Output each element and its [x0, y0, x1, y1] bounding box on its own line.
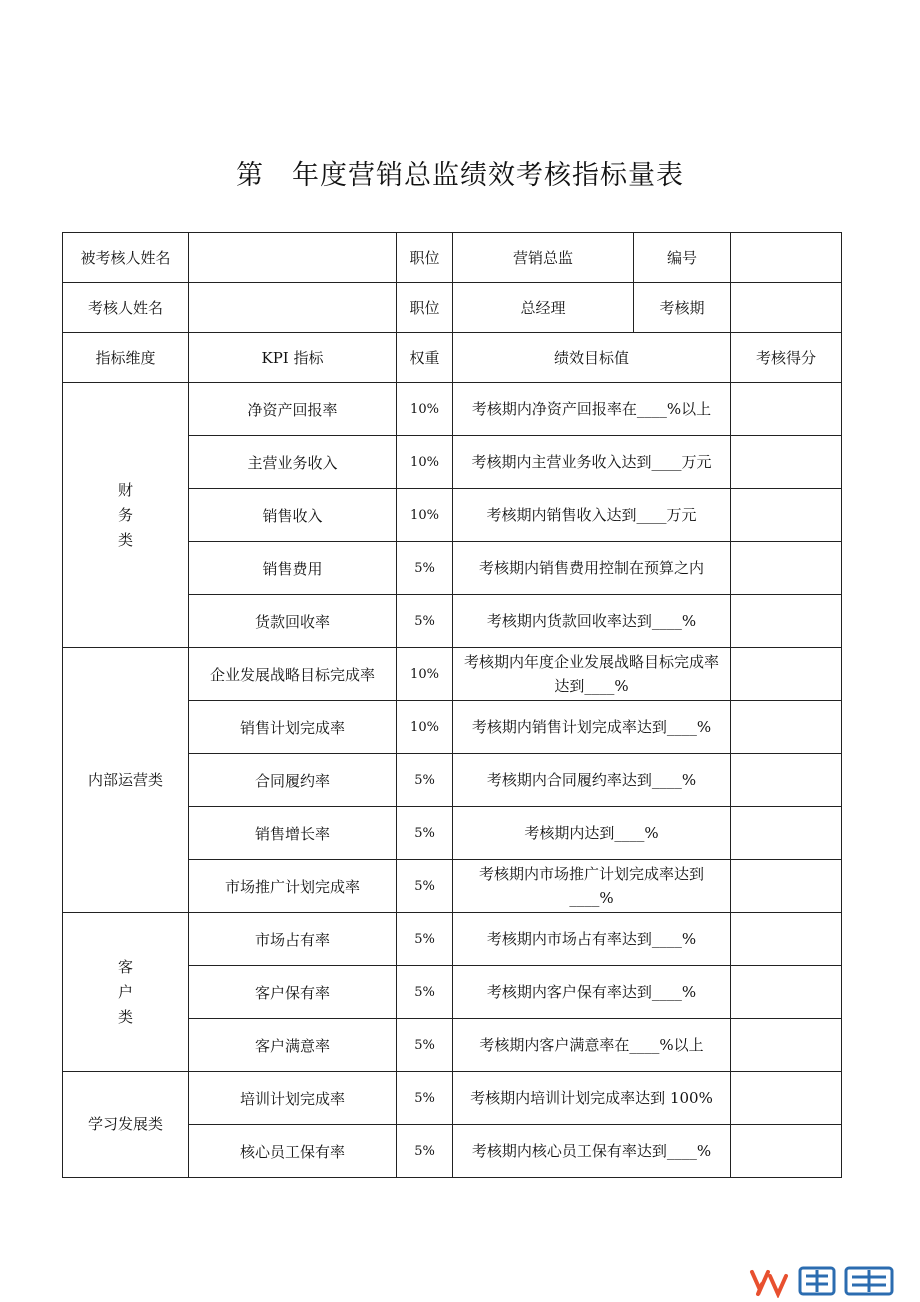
kpi-cell: 销售增长率: [189, 807, 397, 860]
weight-cell: 10%: [397, 648, 453, 701]
kpi-cell: 市场推广计划完成率: [189, 860, 397, 913]
target-cell: 考核期内达到____%: [453, 807, 731, 860]
weight-cell: 10%: [397, 383, 453, 436]
dimension-label: 客 户 类: [117, 957, 133, 1026]
weight-cell: 5%: [397, 1019, 453, 1072]
table-row: [63, 913, 842, 966]
score-cell[interactable]: [731, 701, 842, 754]
score-cell[interactable]: [731, 966, 842, 1019]
kpi-cell: 合同履约率: [189, 754, 397, 807]
weight-cell: 10%: [397, 489, 453, 542]
dimension-label: 内部运营类: [87, 770, 163, 789]
kpi-table: [62, 232, 842, 1178]
dimension-cell: [63, 1072, 189, 1178]
weight-cell: 10%: [397, 436, 453, 489]
target-cell: 考核期内年度企业发展战略目标完成率达到____%: [453, 648, 731, 701]
kpi-cell: 市场占有率: [189, 913, 397, 966]
score-cell[interactable]: [731, 860, 842, 913]
kpi-cell: 销售费用: [189, 542, 397, 595]
dimension-label: 财 务 类: [117, 480, 133, 549]
kpi-cell: 客户保有率: [189, 966, 397, 1019]
score-cell[interactable]: [731, 807, 842, 860]
target-cell: 考核期内销售费用控制在预算之内: [453, 542, 731, 595]
column-weight: 权重: [397, 333, 453, 383]
kpi-cell: 货款回收率: [189, 595, 397, 648]
dimension-cell: [63, 383, 189, 648]
dimension-cell: [63, 913, 189, 1072]
kpi-cell: 净资产回报率: [189, 383, 397, 436]
target-cell: 考核期内合同履约率达到____%: [453, 754, 731, 807]
score-cell[interactable]: [731, 1125, 842, 1178]
weight-cell: 5%: [397, 754, 453, 807]
score-cell[interactable]: [731, 436, 842, 489]
assessee-name-field[interactable]: [189, 233, 397, 283]
weight-cell: 5%: [397, 966, 453, 1019]
kpi-cell: 企业发展战略目标完成率: [189, 648, 397, 701]
target-cell: 考核期内市场推广计划完成率达到____%: [453, 860, 731, 913]
score-cell[interactable]: [731, 489, 842, 542]
weight-cell: 5%: [397, 1072, 453, 1125]
kpi-cell: 客户满意率: [189, 1019, 397, 1072]
period-label: 考核期: [634, 283, 731, 333]
period-field[interactable]: [731, 283, 842, 333]
assessee-name-label: 被考核人姓名: [63, 233, 189, 283]
score-cell[interactable]: [731, 542, 842, 595]
table-row: [63, 383, 842, 436]
score-cell[interactable]: [731, 1072, 842, 1125]
weight-cell: 5%: [397, 807, 453, 860]
target-cell: 考核期内货款回收率达到____%: [453, 595, 731, 648]
kpi-cell: 核心员工保有率: [189, 1125, 397, 1178]
score-cell[interactable]: [731, 648, 842, 701]
weight-cell: 5%: [397, 913, 453, 966]
column-kpi: KPI 指标: [189, 333, 397, 383]
column-header-row: [63, 333, 842, 383]
score-cell[interactable]: [731, 595, 842, 648]
score-cell[interactable]: [731, 913, 842, 966]
table-row: [63, 1072, 842, 1125]
dimension-label: 学习发展类: [87, 1115, 163, 1133]
header-row-assessor: [63, 283, 842, 333]
target-cell: 考核期内主营业务收入达到____万元: [453, 436, 731, 489]
weight-cell: 5%: [397, 595, 453, 648]
target-cell: 考核期内市场占有率达到____%: [453, 913, 731, 966]
kpi-cell: 培训计划完成率: [189, 1072, 397, 1125]
target-cell: 考核期内培训计划完成率达到 100%: [453, 1072, 731, 1125]
target-cell: 考核期内销售收入达到____万元: [453, 489, 731, 542]
weight-cell: 10%: [397, 701, 453, 754]
target-cell: 考核期内客户保有率达到____%: [453, 966, 731, 1019]
header-row-assessee: [63, 233, 842, 283]
column-score: 考核得分: [731, 333, 842, 383]
watermark-logo: [748, 1264, 898, 1298]
kpi-cell: 主营业务收入: [189, 436, 397, 489]
target-cell: 考核期内净资产回报率在____%以上: [453, 383, 731, 436]
target-cell: 考核期内客户满意率在____%以上: [453, 1019, 731, 1072]
column-dimension: 指标维度: [63, 333, 189, 383]
position-label: 职位: [397, 283, 453, 333]
column-target: 绩效目标值: [453, 333, 731, 383]
target-cell: 考核期内核心员工保有率达到____%: [453, 1125, 731, 1178]
dimension-cell: [63, 648, 189, 913]
position-value: 营销总监: [453, 233, 634, 283]
weight-cell: 5%: [397, 1125, 453, 1178]
page-title: 第 年度营销总监绩效考核指标量表: [236, 160, 684, 191]
score-cell[interactable]: [731, 383, 842, 436]
weight-cell: 5%: [397, 542, 453, 595]
id-label: 编号: [634, 233, 731, 283]
weight-cell: 5%: [397, 860, 453, 913]
assessor-name-label: 考核人姓名: [63, 283, 189, 333]
assessor-name-field[interactable]: [189, 283, 397, 333]
position-value: 总经理: [453, 283, 634, 333]
id-field[interactable]: [731, 233, 842, 283]
kpi-cell: 销售计划完成率: [189, 701, 397, 754]
score-cell[interactable]: [731, 754, 842, 807]
table-row: [63, 648, 842, 701]
score-cell[interactable]: [731, 1019, 842, 1072]
target-cell: 考核期内销售计划完成率达到____%: [453, 701, 731, 754]
kpi-cell: 销售收入: [189, 489, 397, 542]
position-label: 职位: [397, 233, 453, 283]
